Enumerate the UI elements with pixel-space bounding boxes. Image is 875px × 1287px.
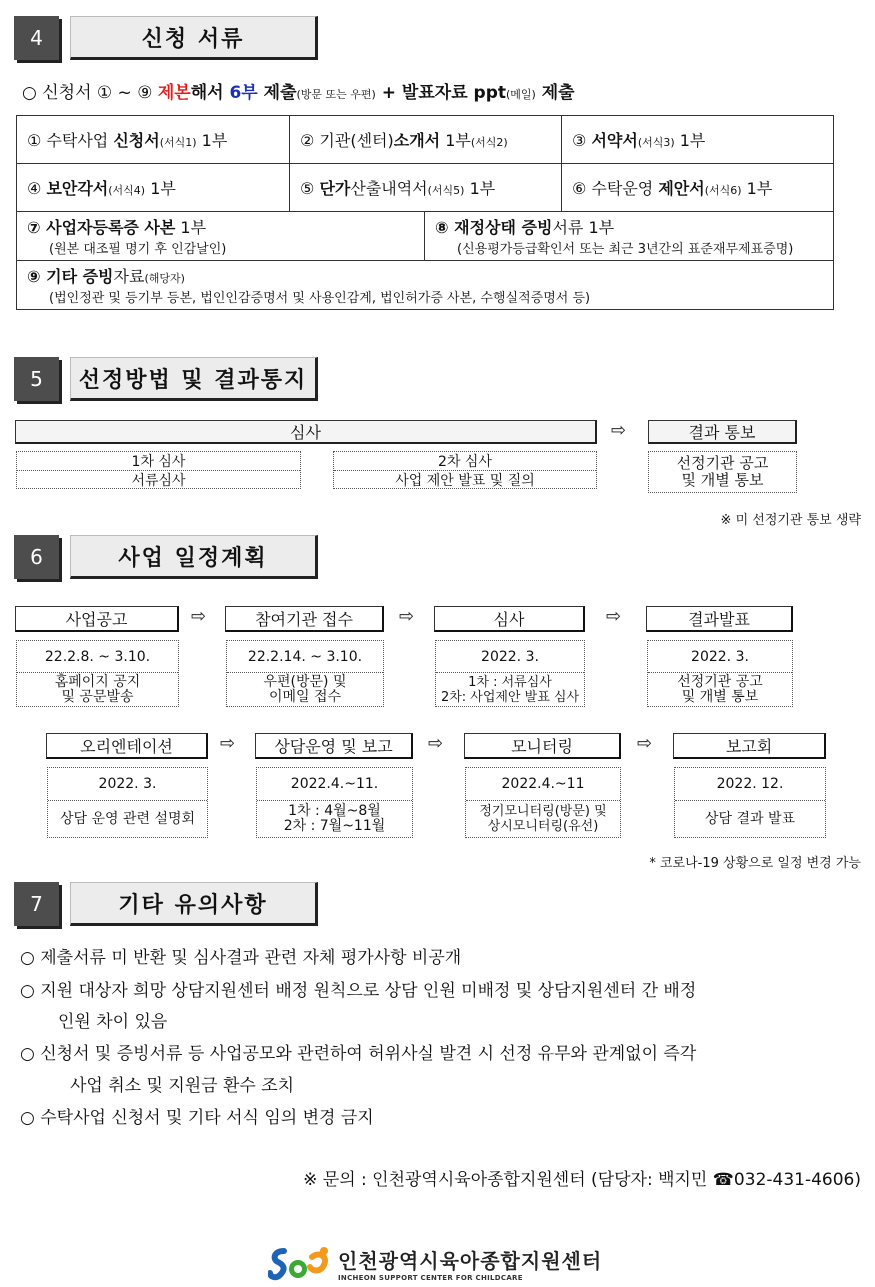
document-cell bbox=[290, 164, 562, 211]
doc-count: 1부 bbox=[145, 179, 176, 198]
step-detail bbox=[47, 767, 208, 838]
result-detail-line: 및 개별 통보 bbox=[681, 471, 764, 489]
step-desc: 이메일 접수 bbox=[268, 688, 342, 705]
section-4-title: 신청 서류 bbox=[70, 16, 318, 60]
notice-item-cont: 사업 취소 및 지원금 환수 조치 bbox=[70, 1076, 295, 1096]
step-detail bbox=[435, 640, 585, 707]
doc-count: 1부 bbox=[741, 179, 773, 198]
doc-bold: ⑦ 사업자등록증 사본 bbox=[27, 218, 176, 237]
step-detail bbox=[16, 640, 179, 707]
doc-form: (해당자) bbox=[144, 272, 185, 285]
doc-count: 1부 bbox=[196, 131, 228, 150]
document-cell bbox=[425, 212, 833, 260]
section-7-title: 기타 유의사항 bbox=[70, 882, 318, 926]
doc-bold: 단가 bbox=[319, 179, 351, 198]
line-text: ○ 신청서 ① ~ ⑨ bbox=[22, 83, 158, 103]
doc-form: (서식3) bbox=[637, 136, 675, 149]
arrow-icon: ⇨ bbox=[191, 606, 207, 627]
step-detail bbox=[465, 767, 621, 838]
arrow-icon: ⇨ bbox=[399, 606, 415, 627]
step-desc: 상담 결과 발표 bbox=[704, 810, 796, 827]
notice-item: ○ 제출서류 미 반환 및 심사결과 관련 자체 평가사항 비공개 bbox=[20, 948, 462, 968]
line-text: 제출 bbox=[535, 83, 575, 103]
section-6-number: 6 bbox=[14, 535, 59, 579]
doc-text: 산출내역서 bbox=[350, 179, 428, 198]
doc-sub: (원본 대조필 명기 후 인감날인) bbox=[49, 242, 227, 257]
result-detail-line: 선정기관 공고 bbox=[676, 454, 769, 472]
step-detail bbox=[256, 767, 413, 838]
step-date: 22.2.14. ~ 3.10. bbox=[227, 641, 383, 673]
document-cell bbox=[290, 116, 562, 163]
section-5-number: 5 bbox=[14, 357, 59, 401]
line-small-text: (메일) bbox=[506, 88, 536, 101]
step-desc: 1차 : 서류심사 bbox=[468, 674, 552, 690]
document-row bbox=[17, 116, 833, 164]
document-cell bbox=[17, 116, 290, 163]
doc-form: (서식5) bbox=[427, 184, 465, 197]
section-5-note: ※ 미 선정기관 통보 생략 bbox=[720, 513, 861, 528]
step-title: 심사 bbox=[434, 606, 585, 632]
document-table bbox=[16, 115, 834, 310]
step-desc: 선정기관 공고 bbox=[677, 673, 763, 690]
stage1-title: 1차 심사 bbox=[131, 454, 186, 470]
line-text: 해서 bbox=[190, 83, 230, 103]
doc-bold: 보안각서 bbox=[46, 179, 109, 198]
logo-text-block bbox=[338, 1245, 602, 1282]
stage2-box bbox=[333, 451, 597, 489]
line-bind-text: 제본 bbox=[157, 83, 191, 103]
document-cell bbox=[17, 261, 833, 309]
arrow-icon: ⇨ bbox=[428, 733, 444, 754]
step-title: 사업공고 bbox=[15, 606, 179, 632]
doc-count: 1부 bbox=[440, 131, 471, 150]
arrow-icon: ⇨ bbox=[611, 420, 627, 441]
document-cell bbox=[17, 164, 290, 211]
step-desc: 우편(방문) 및 bbox=[263, 673, 347, 690]
submission-line bbox=[22, 78, 575, 103]
step-desc: 상시모니터링(유선) bbox=[487, 819, 599, 834]
doc-text: ① 수탁사업 bbox=[27, 131, 114, 150]
line-copies-text: 6부 bbox=[229, 83, 258, 103]
logo-english-name: INCHEON SUPPORT CENTER FOR CHILDCARE bbox=[338, 1273, 523, 1282]
stage1-box bbox=[16, 451, 301, 489]
step-date: 2022. 12. bbox=[675, 768, 825, 801]
step-title: 모니터링 bbox=[464, 733, 621, 759]
step-date: 2022. 3. bbox=[436, 641, 584, 673]
line-small-text: (방문 또는 우편) bbox=[296, 88, 376, 101]
document-row bbox=[17, 261, 833, 309]
step-detail bbox=[674, 767, 826, 838]
step-title: 결과발표 bbox=[646, 606, 793, 632]
document-row bbox=[17, 212, 833, 261]
doc-bold: 소개서 bbox=[393, 131, 441, 150]
arrow-icon: ⇨ bbox=[637, 733, 653, 754]
section-5-title: 선정방법 및 결과통지 bbox=[70, 357, 318, 401]
center-logo-icon bbox=[268, 1243, 332, 1283]
step-title: 상담운영 및 보고 bbox=[255, 733, 413, 759]
doc-text: ⑤ bbox=[300, 179, 320, 198]
stage1-desc: 서류심사 bbox=[17, 470, 300, 488]
doc-text: ③ bbox=[572, 131, 592, 150]
step-date: 22.2.8. ~ 3.10. bbox=[17, 641, 178, 673]
logo-name: 인천광역시육아종합지원센터 bbox=[338, 1248, 603, 1273]
contact-info: ※ 문의 : 인천광역시육아종합지원센터 (담당자: 백지민 ☎032-431-4606) bbox=[303, 1170, 861, 1190]
doc-form: (서식4) bbox=[108, 184, 146, 197]
line-text: + 발표자료 ppt bbox=[375, 83, 506, 103]
doc-count: 1부 bbox=[583, 218, 615, 237]
step-date: 2022.4.~11. bbox=[257, 768, 412, 801]
doc-count: 1부 bbox=[674, 131, 706, 150]
document-cell bbox=[17, 212, 425, 260]
step-desc: 2차: 사업제안 발표 심사 bbox=[440, 689, 580, 705]
step-date: 2022. 3. bbox=[48, 768, 207, 801]
review-bar: 심사 bbox=[15, 420, 597, 444]
step-desc: 및 개별 통보 bbox=[681, 688, 759, 705]
arrow-icon: ⇨ bbox=[220, 733, 236, 754]
doc-text: ② 기관(센터) bbox=[300, 131, 394, 150]
doc-bold: 신청서 bbox=[113, 131, 160, 150]
section-7-number: 7 bbox=[14, 882, 59, 926]
step-title: 오리엔테이션 bbox=[46, 733, 208, 759]
doc-bold: 서약서 bbox=[591, 131, 638, 150]
doc-bold: ⑧ 재정상태 증빙 bbox=[435, 218, 553, 237]
doc-form: (서식2) bbox=[470, 136, 508, 149]
step-date: 2022. 3. bbox=[648, 641, 792, 673]
step-desc: 상담 운영 관련 설명회 bbox=[59, 810, 196, 827]
section-6-note: * 코로나-19 상황으로 일정 변경 가능 bbox=[649, 856, 861, 871]
step-detail bbox=[647, 640, 793, 707]
step-desc: 및 공문발송 bbox=[61, 688, 134, 705]
step-desc: 정기모니터링(방문) 및 bbox=[479, 804, 607, 819]
notice-item: ○ 신청서 및 증빙서류 등 사업공모와 관련하여 허위사실 발견 시 선정 유무와 관계없이 즉각 bbox=[20, 1044, 697, 1064]
notice-item: ○ 지원 대상자 희망 상담지원센터 배정 원칙으로 상담 인원 미배정 및 상담지원센터 간 배정 bbox=[20, 981, 697, 1001]
footer-logo bbox=[268, 1243, 602, 1283]
doc-count: 1부 bbox=[175, 218, 207, 237]
result-bar: 결과 통보 bbox=[648, 420, 797, 444]
step-title: 보고회 bbox=[673, 733, 826, 759]
section-6-title: 사업 일정계획 bbox=[70, 535, 318, 579]
section-4-number: 4 bbox=[14, 16, 59, 60]
document-row bbox=[17, 164, 833, 212]
doc-bold: ⑨ 기타 증빙 bbox=[27, 267, 114, 286]
stage2-title: 2차 심사 bbox=[438, 454, 492, 470]
line-text: 제출 bbox=[257, 83, 297, 103]
doc-text: ④ bbox=[27, 179, 47, 198]
step-detail bbox=[226, 640, 384, 707]
doc-form: (서식6) bbox=[704, 184, 742, 197]
notice-item: ○ 수탁사업 신청서 및 기타 서식 임의 변경 금지 bbox=[20, 1108, 374, 1128]
notice-item-cont: 인원 차이 있음 bbox=[58, 1012, 168, 1032]
doc-sub: (법인정관 및 등기부 등본, 법인인감증명서 및 사용인감계, 법인허가증 사본, 수행실적증명서 등) bbox=[49, 291, 591, 306]
doc-text: ⑥ 수탁운영 bbox=[572, 179, 659, 198]
step-desc: 1차 : 4월~8월 bbox=[288, 803, 381, 819]
doc-form: (서식1) bbox=[159, 136, 197, 149]
document-cell bbox=[562, 116, 833, 163]
doc-text: 자료 bbox=[113, 267, 145, 286]
doc-count: 1부 bbox=[464, 179, 496, 198]
step-date: 2022.4.~11 bbox=[466, 768, 620, 801]
result-detail-box bbox=[648, 451, 797, 493]
doc-text: 서류 bbox=[552, 218, 584, 237]
doc-bold: 제안서 bbox=[658, 179, 705, 198]
step-title: 참여기관 접수 bbox=[225, 606, 384, 632]
document-cell bbox=[562, 164, 833, 211]
doc-sub: (신용평가등급확인서 또는 최근 3년간의 표준재무제표증명) bbox=[457, 242, 794, 257]
step-desc: 홈페이지 공지 bbox=[54, 673, 141, 690]
step-desc: 2차 : 7월~11월 bbox=[283, 818, 386, 834]
arrow-icon: ⇨ bbox=[606, 606, 622, 627]
stage2-desc: 사업 제안 발표 및 질의 bbox=[334, 470, 596, 488]
